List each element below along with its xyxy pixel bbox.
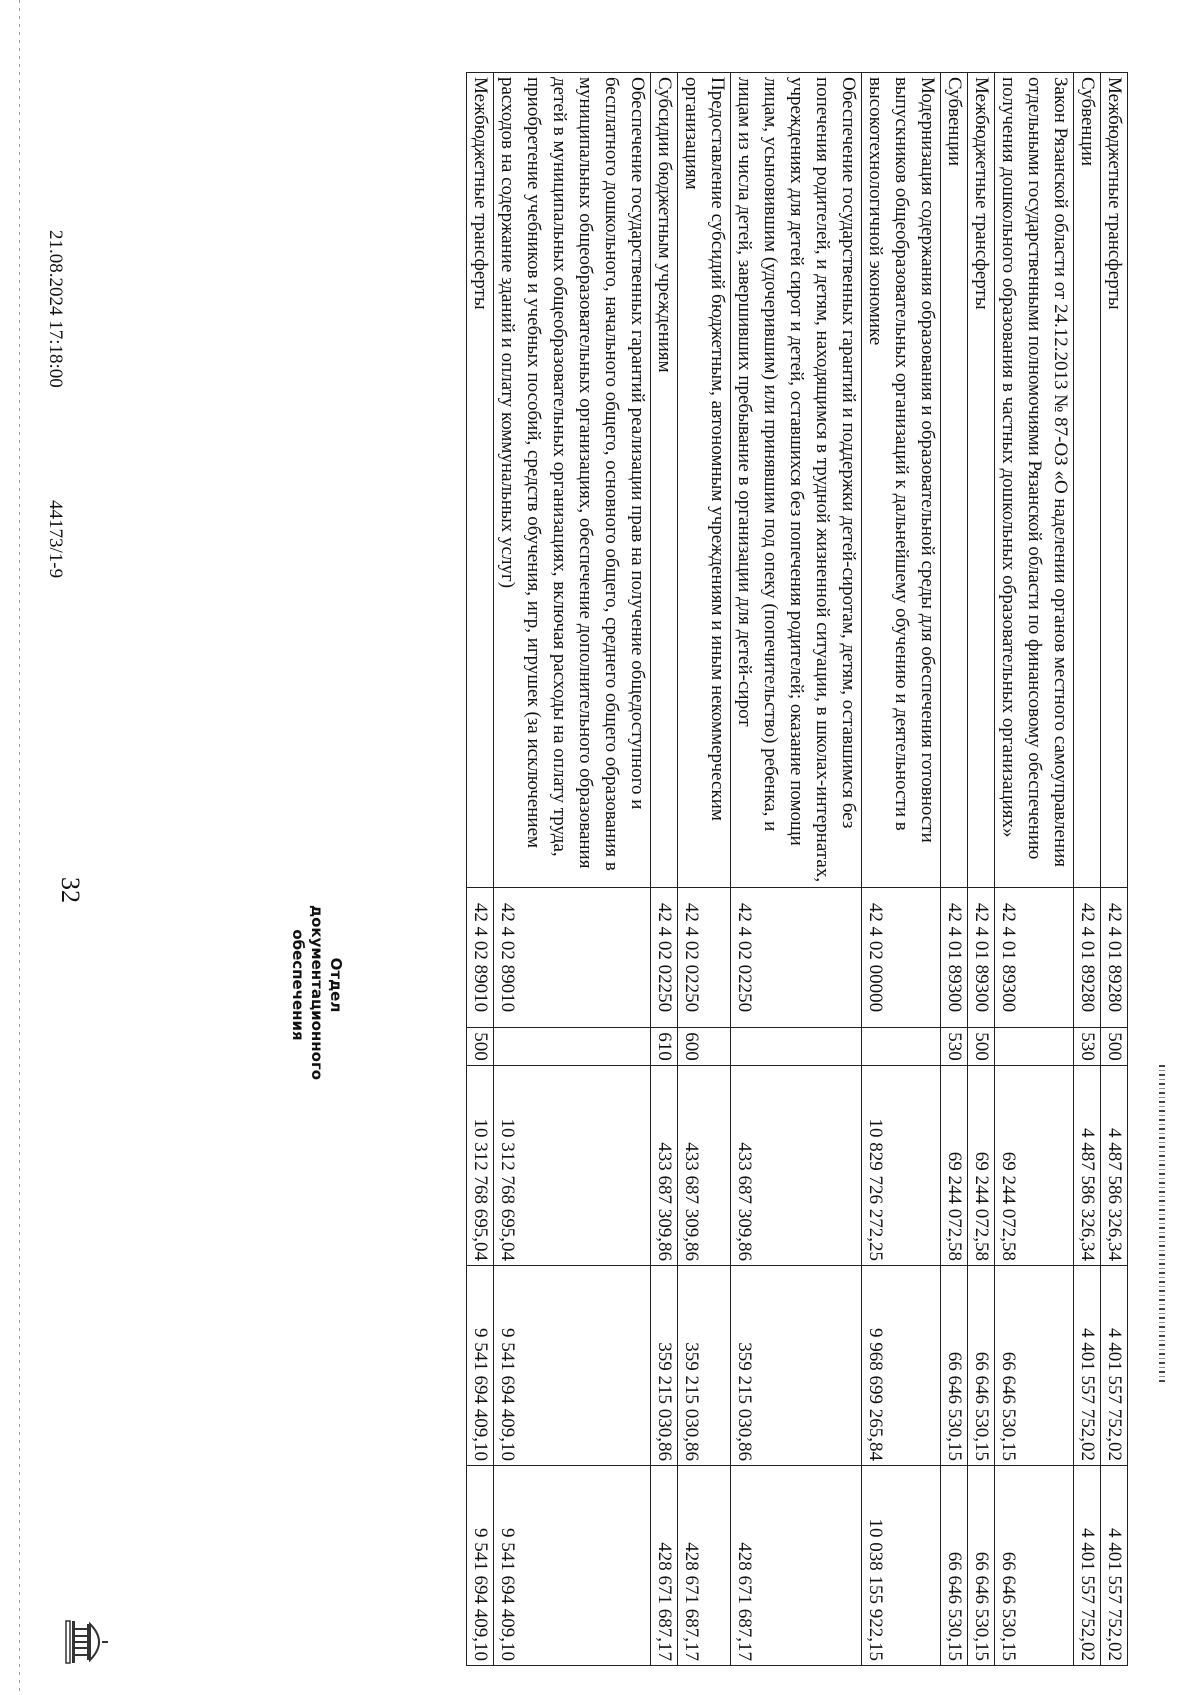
row-expense-type-cell: [862, 1028, 941, 1066]
row-name-cell: Обеспечение государственных гарантий и поддержки детей-сиротам, детям, оставшимся без попечения родителей, и детям, находящимся в трудной жизненной ситуации, в школах-интернатах, учреждениях для детей сирот и детей, оставшихся без попечения родителей; оказание помощи лицам, усыновившим (удочерившим) или принявшим под опеку (попечительство) ребенка, и лицам из числа детей, завершивших пребывание в организации для детей-сирот: [731, 73, 862, 888]
table-row: [862, 73, 941, 1666]
table-row: [731, 73, 862, 1666]
table-row: [1101, 73, 1128, 1666]
footer-doc-number: 44173/1-9: [45, 500, 66, 579]
page-number: 32: [56, 877, 85, 903]
row-code-cell: 42 4 02 02250: [651, 888, 678, 1028]
row-name-cell: Обеспечение государственных гарантий реализации прав на получение общедоступного и бесплатного дошкольного, начального общего, основного общего, среднего общего образования в муниципальных общеобразовательных организациях, обеспечение дополнительного образования детей в муниципальных общеобразовательных организациях, включая расходы на оплату труда, приобретение учебников и учебных пособий, средств обучения, игр, игрушек (за исключением расходов на содержание зданий и оплату коммунальных услуг): [494, 73, 651, 888]
row-value-3-cell: 4 401 557 752,02: [1074, 1466, 1101, 1666]
row-code-cell: 42 4 02 02250: [678, 888, 731, 1028]
row-code-cell: 42 4 02 00000: [862, 888, 941, 1028]
table-body: [467, 73, 1128, 1666]
row-value-3-cell: 428 671 687,17: [651, 1466, 678, 1666]
table-row: [1074, 73, 1101, 1666]
row-code-cell: 42 4 02 89010: [467, 888, 494, 1028]
row-code-cell: 42 4 01 89280: [1074, 888, 1101, 1028]
row-value-3-cell: 428 671 687,17: [678, 1466, 731, 1666]
row-value-1-cell: 10 312 768 695,04: [494, 1066, 651, 1266]
row-name-cell: Субвенции: [1074, 73, 1101, 888]
row-value-1-cell: 4 487 586 326,34: [1101, 1066, 1128, 1266]
row-expense-type-cell: 500: [968, 1028, 995, 1066]
row-value-1-cell: 4 487 586 326,34: [1074, 1066, 1101, 1266]
table-row: [995, 73, 1074, 1666]
row-value-2-cell: 66 646 530,15: [968, 1266, 995, 1466]
table-row: [651, 73, 678, 1666]
stamp-line-1: Отдел документационного: [308, 905, 345, 1081]
row-value-1-cell: 69 244 072,58: [995, 1066, 1074, 1266]
row-name-cell: Субсидии бюджетным учреждениям: [651, 73, 678, 888]
row-value-3-cell: 9 541 694 409,10: [467, 1466, 494, 1666]
row-expense-type-cell: [731, 1028, 862, 1066]
row-expense-type-cell: 530: [1074, 1028, 1101, 1066]
row-expense-type-cell: [494, 1028, 651, 1066]
row-value-2-cell: 9 968 699 265,84: [862, 1266, 941, 1466]
table-row: [678, 73, 731, 1666]
document-department-stamp: [288, 905, 345, 1081]
row-name-cell: Межбюджетные трансферты: [467, 73, 494, 888]
row-code-cell: 42 4 01 89300: [995, 888, 1074, 1028]
row-value-1-cell: 433 687 309,86: [731, 1066, 862, 1266]
row-value-3-cell: 428 671 687,17: [731, 1466, 862, 1666]
row-value-2-cell: 4 401 557 752,02: [1074, 1266, 1101, 1466]
table-row: [941, 73, 968, 1666]
row-value-2-cell: 66 646 530,15: [995, 1266, 1074, 1466]
scanner-artifact-strip: [1159, 1065, 1165, 1385]
row-expense-type-cell: 610: [651, 1028, 678, 1066]
footer-date: 21.08.2024 17:18:00: [45, 230, 66, 388]
row-code-cell: 42 4 02 89010: [494, 888, 651, 1028]
duma-building-logo-icon: [64, 1618, 110, 1666]
row-value-2-cell: 4 401 557 752,02: [1101, 1266, 1128, 1466]
scan-edge-line: [19, 0, 20, 1695]
row-name-cell: Закон Рязанской области от 24.12.2013 № 87-ОЗ «О наделении органов местного самоуправления отдельными государственными полномочиями Рязанской области по финансовому обеспечению получения дошкольного образования в частных дошкольных образовательных организациях»: [995, 73, 1074, 888]
row-value-2-cell: 9 541 694 409,10: [467, 1266, 494, 1466]
table-row: [467, 73, 494, 1666]
row-value-2-cell: 359 215 030,86: [731, 1266, 862, 1466]
row-value-1-cell: 433 687 309,86: [678, 1066, 731, 1266]
row-expense-type-cell: [995, 1028, 1074, 1066]
row-value-1-cell: 69 244 072,58: [968, 1066, 995, 1266]
row-expense-type-cell: 500: [467, 1028, 494, 1066]
row-value-1-cell: 10 829 726 272,25: [862, 1066, 941, 1266]
row-value-1-cell: 433 687 309,86: [651, 1066, 678, 1266]
row-value-3-cell: 10 038 155 922,15: [862, 1466, 941, 1666]
row-expense-type-cell: 500: [1101, 1028, 1128, 1066]
row-code-cell: 42 4 01 89280: [1101, 888, 1128, 1028]
row-code-cell: 42 4 01 89300: [968, 888, 995, 1028]
row-value-1-cell: 10 312 768 695,04: [467, 1066, 494, 1266]
row-code-cell: 42 4 02 02250: [731, 888, 862, 1028]
row-name-cell: Межбюджетные трансферты: [1101, 73, 1128, 888]
table-row: [494, 73, 651, 1666]
stamp-line-2: обеспечения: [289, 929, 307, 1041]
row-value-2-cell: 359 215 030,86: [651, 1266, 678, 1466]
row-value-3-cell: 66 646 530,15: [995, 1466, 1074, 1666]
row-name-cell: Модернизация содержания образования и образовательной среды для обеспечения готовности выпускников общеобразовательных организаций к дальнейшему обучению и деятельности в высокотехнологичной экономике: [862, 73, 941, 888]
row-expense-type-cell: 530: [941, 1028, 968, 1066]
table-row: [968, 73, 995, 1666]
row-value-3-cell: 4 401 557 752,02: [1101, 1466, 1128, 1666]
row-name-cell: Субвенции: [941, 73, 968, 888]
row-expense-type-cell: 600: [678, 1028, 731, 1066]
row-value-2-cell: 359 215 030,86: [678, 1266, 731, 1466]
budget-table: [466, 72, 1128, 1666]
row-value-3-cell: 66 646 530,15: [968, 1466, 995, 1666]
row-value-2-cell: 66 646 530,15: [941, 1266, 968, 1466]
row-value-2-cell: 9 541 694 409,10: [494, 1266, 651, 1466]
row-value-1-cell: 69 244 072,58: [941, 1066, 968, 1266]
row-name-cell: Межбюджетные трансферты: [968, 73, 995, 888]
row-code-cell: 42 4 01 89300: [941, 888, 968, 1028]
row-name-cell: Предоставление субсидий бюджетным, автономным учреждениям и иным некоммерческим организациям: [678, 73, 731, 888]
row-value-3-cell: 9 541 694 409,10: [494, 1466, 651, 1666]
row-value-3-cell: 66 646 530,15: [941, 1466, 968, 1666]
